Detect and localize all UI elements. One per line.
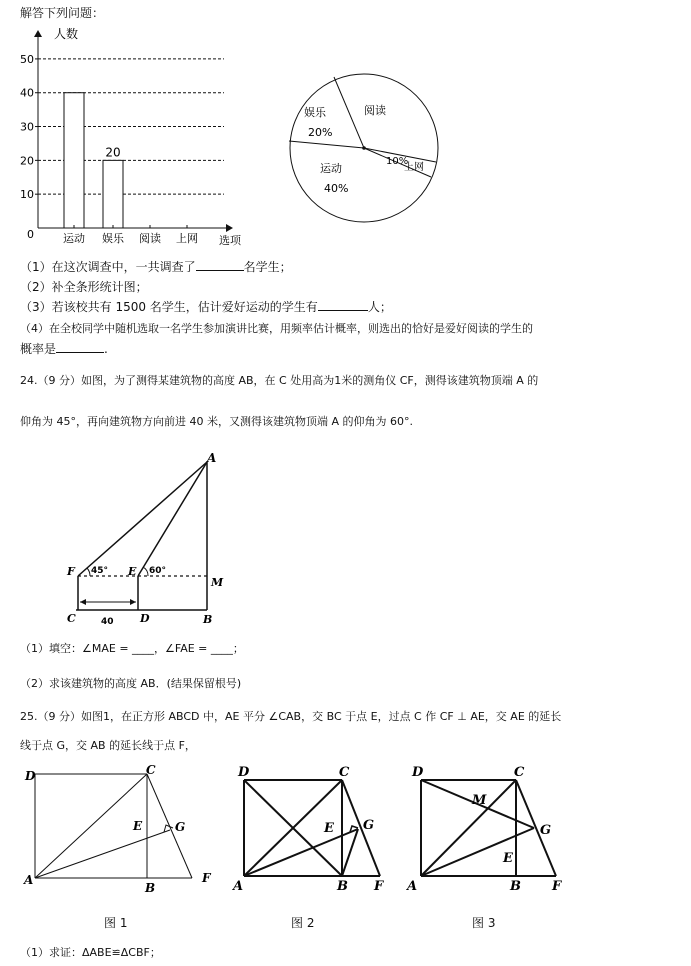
bar-y-axis-arrow — [34, 30, 42, 37]
fig2-label-F: F — [374, 879, 384, 894]
q24-part1: （1）填空：∠MAE = ____，∠FAE = ____； — [20, 642, 244, 655]
fig3-label-E: E — [503, 851, 513, 866]
fig1-label-A: A — [24, 873, 34, 887]
q24-label-C: C — [67, 612, 76, 625]
q24-distance-40: 40 — [101, 617, 114, 627]
fig2-caption: 图 2 — [291, 916, 315, 930]
bar-y-tick-20: 20 — [20, 154, 34, 168]
fig2-label-D: D — [238, 765, 250, 780]
q24-label-F: F — [67, 565, 75, 578]
pie-value-yundong: 40% — [324, 182, 349, 195]
q25-figure-1 — [22, 762, 232, 902]
fig2-label-G: G — [363, 818, 375, 833]
q23-part3: （3）若该校共有 1500 名学生，估计爱好运动的学生有 人； — [20, 300, 392, 314]
q23-part2: （2）补全条形统计图； — [20, 280, 148, 294]
q24-angle-60: 60° — [149, 566, 167, 576]
bar-y-tick-0: 0 — [27, 228, 34, 241]
fig1-label-G: G — [175, 820, 186, 834]
fig1-label-B: B — [145, 881, 156, 895]
bar-娱乐 — [103, 160, 123, 228]
pie-label-yule: 娱乐 — [304, 106, 326, 119]
q25-figure-3 — [404, 762, 584, 897]
pie-label-yundong: 运动 — [320, 162, 342, 175]
bar-y-tick-40: 40 — [20, 86, 34, 100]
fig1-label-D: D — [25, 769, 36, 783]
pie-chart — [282, 64, 452, 234]
q24-stem-line2: 仰角为 45°，再向建筑物方向前进 40 米，又测得该建筑物顶端 A 的仰角为 60°. — [20, 415, 413, 428]
q25-stem-line1: 25.（9 分）如图1，在正方形 ABCD 中，AE 平分 ∠CAB，交 BC 于点 E，过点 C 作 CF ⊥ AE，交 AE 的延长 — [20, 710, 562, 723]
fig3-label-F: F — [552, 879, 562, 894]
bar-y-tick-50: 50 — [20, 52, 34, 66]
q25-stem-line2: 线于点 G，交 AB 的延长线于点 F， — [20, 739, 196, 752]
q24-stem-line1: 24.（9 分）如图，为了测得某建筑物的高度 AB，在 C 处用高为1米的测角仪 CF，测得该建筑物顶端 A 的 — [20, 374, 539, 387]
bar-运动 — [64, 93, 84, 228]
bar-x-tick-上网: 上网 — [176, 232, 198, 245]
fig3-label-M: M — [472, 793, 487, 808]
q23-part1: （1）在这次调查中，一共调查了 名学生； — [20, 260, 292, 274]
intro-text: 解答下列问题： — [20, 6, 105, 20]
bar-y-tick-30: 30 — [20, 120, 34, 134]
q24-part2: （2）求该建筑物的高度 AB．(结果保留根号) — [20, 677, 242, 690]
bar-x-tick-娱乐: 娱乐 — [102, 232, 124, 245]
q23-part4-line2: 概率是 . — [20, 342, 108, 356]
q24-label-B: B — [203, 613, 213, 626]
bar-chart — [14, 26, 254, 251]
pie-label-yuedu: 阅读 — [364, 104, 386, 117]
fig2-label-A: A — [233, 879, 244, 894]
bar-x-axis-label: 选项 — [219, 234, 241, 247]
pie-value-yule: 20% — [308, 126, 333, 139]
fig3-label-C: C — [514, 765, 525, 780]
fig3-caption: 图 3 — [472, 916, 496, 930]
fig3-label-D: D — [412, 765, 424, 780]
q25-part1: （1）求证：ΔABE≌ΔCBF； — [20, 946, 161, 959]
q24-label-M: M — [211, 576, 224, 589]
bar-x-tick-运动: 运动 — [63, 232, 85, 245]
pie-label-shangwang: 上网 — [404, 162, 424, 173]
fig2-label-C: C — [339, 765, 350, 780]
fig1-label-F: F — [202, 871, 211, 885]
pie-value-shangwang: 10% — [386, 156, 409, 167]
q24-label-D: D — [140, 612, 150, 625]
fig1-caption: 图 1 — [104, 916, 128, 930]
q24-label-A: A — [207, 452, 217, 465]
bar-data-label-娱乐: 20 — [105, 145, 121, 160]
fig1-label-E: E — [133, 819, 143, 833]
bar-y-tick-10: 10 — [20, 188, 34, 202]
q25-figure-2 — [230, 762, 400, 897]
fig3-label-B: B — [510, 879, 521, 894]
fig2-label-E: E — [324, 821, 334, 836]
fig3-label-A: A — [407, 879, 418, 894]
q24-label-E: E — [128, 565, 137, 578]
q24-angle-45: 45° — [91, 566, 109, 576]
q23-part4-line1: （4）在全校同学中随机选取一名学生参加演讲比赛，用频率估计概率，则选出的恰好是爱好阅读的学生的 — [20, 322, 533, 335]
bar-x-tick-阅读: 阅读 — [139, 232, 161, 245]
fig2-label-B: B — [337, 879, 348, 894]
q24-building-figure — [64, 452, 244, 632]
fig1-label-C: C — [146, 763, 156, 777]
bar-y-axis-label: 人数 — [54, 27, 79, 41]
bar-x-axis-arrow — [226, 224, 233, 232]
fig3-label-G: G — [540, 823, 552, 838]
